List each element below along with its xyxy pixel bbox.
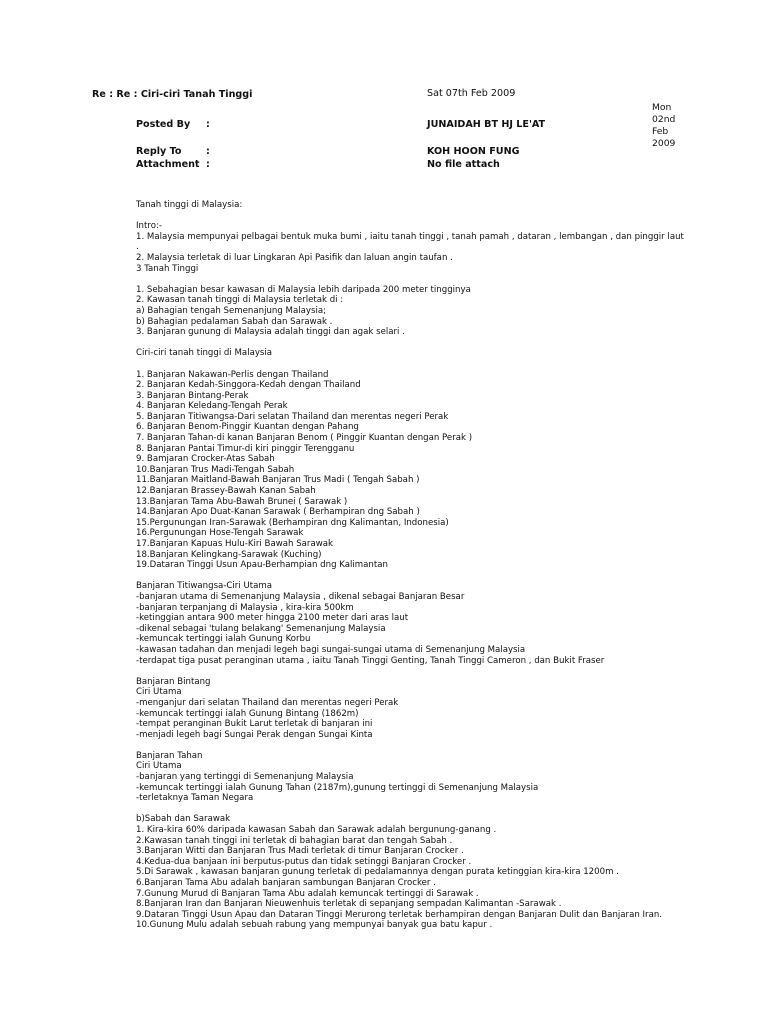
body-blank-line [136, 571, 756, 582]
body-line: 6.Banjaran Tama Abu adalah banjaran sambungan Banjaran Crocker . [136, 878, 436, 888]
body-line: Tanah tinggi di Malaysia: [136, 200, 243, 210]
sent-date: Sat 07th Feb 2009 [427, 88, 516, 99]
body-line: 5.Di Sarawak , kawasan banjaran gunung terletak di pedalamannya dengan purata ketinggian kira-kira 1200m . [136, 867, 619, 878]
body-line: 8. Banjaran Pantai Timur-di kiri pinggir Terengganu [136, 443, 355, 454]
body-line: b) Bahagian pedalaman Sabah dan Sarawak . [136, 316, 333, 327]
body-line: 3. Banjaran gunung di Malaysia adalah tinggi dan agak selari . [136, 327, 405, 338]
body-line: 17.Banjaran Kapuas Hulu-Kiri Bawah Sarawak [136, 539, 333, 549]
reply-date [652, 102, 692, 150]
body-line: Banjaran Tahan [136, 750, 203, 761]
body-line: -kawasan tadahan dan menjadi legeh bagi sungai-sungai utama di Semenanjung Malaysia [136, 644, 526, 655]
body-blank-line [136, 359, 756, 370]
body-line: 1. Kira-kira 60% daripada kawasan Sabah dan Sarawak adalah bergunung-ganang . [136, 825, 497, 836]
body-line: 11.Banjaran Maitland-Bawah Banjaran Trus Madi ( Tengah Sabah ) [136, 475, 420, 486]
body-line: 4. Banjaran Keledang-Tengah Perak [136, 401, 288, 412]
attachment-colon: : [206, 159, 210, 170]
body-line: Ciri Utama [136, 761, 182, 772]
body-line: 7. Banjaran Tahan-di kanan Banjaran Benom ( Pinggir Kuantan dengan Perak ) [136, 433, 473, 444]
reply-date-year: 2009 [652, 138, 676, 149]
body-line: -menjadi legeh bagi Sungai Perak dengan Sungai Kinta [136, 729, 373, 740]
body-line: 16.Pergunungan Hose-Tengah Sarawak [136, 528, 304, 539]
body-line: 10.Banjaran Trus Madi-Tengah Sabah [136, 464, 295, 475]
reply-to-label: Reply To [136, 146, 182, 157]
body-line: 2. Kawasan tanah tinggi di Malaysia terletak di : [136, 295, 344, 306]
body-line: 1. Malaysia mempunyai pelbagai bentuk muka bumi , iaitu tanah tinggi , tanah pamah , dataran , lembangan , dan pinggir laut [136, 231, 684, 242]
attachment-label: Attachment [136, 159, 200, 170]
body-line: . [136, 242, 139, 253]
body-line: 8.Banjaran Iran dan Banjaran Nieuwenhuis terletak di sepanjang sempadan Kalimantan -Sarawak . [136, 899, 562, 910]
body-line: Intro:- [136, 221, 162, 232]
body-line: 13.Banjaran Tama Abu-Bawah Brunei ( Sarawak ) [136, 496, 348, 507]
body-blank-line [136, 274, 756, 285]
body-line: 3.Banjaran Witti dan Banjaran Trus Madi terletak di timur Banjaran Crocker . [136, 846, 464, 857]
body-blank-line [136, 804, 756, 815]
body-line: -tempat peranginan Bukit Larut terletak di banjaran ini [136, 719, 373, 730]
body-line: 9. Bamjaran Crocker-Atas Sabah [136, 454, 275, 465]
body-line: 1. Sebahagian besar kawasan di Malaysia lebih daripada 200 meter tingginya [136, 284, 471, 295]
body-blank-line [136, 338, 756, 349]
reply-date-date: 02nd [652, 114, 676, 125]
body-line: 12.Banjaran Brassey-Bawah Kanan Sabah [136, 486, 316, 497]
body-blank-line [136, 666, 756, 677]
body-line: -terletaknya Taman Negara [136, 793, 254, 804]
body-line: 2. Malaysia terletak di luar Lingkaran Api Pasifik dan laluan angin taufan . [136, 252, 453, 263]
body-line: 7.Gunung Murud di Banjaran Tama Abu adalah kemuncak tertinggi di Sarawak . [136, 888, 479, 899]
body-line: 6. Banjaran Benom-Pinggir Kuantan dengan Pahang [136, 422, 359, 433]
message-subject: Re : Re : Ciri-ciri Tanah Tinggi [92, 89, 253, 100]
body-blank-line [136, 211, 756, 222]
body-line: 1. Banjaran Nakawan-Perlis dengan Thailand [136, 369, 329, 380]
body-line: 18.Banjaran Kelingkang-Sarawak (Kuching) [136, 549, 322, 560]
body-line: Banjaran Bintang [136, 676, 211, 687]
body-line: 14.Banjaran Apo Duat-Kanan Sarawak ( Berhampiran dng Sabah ) [136, 507, 420, 518]
body-line: -menganjur dari selatan Thailand dan merentas negeri Perak [136, 697, 399, 708]
reply-date-day: Mon [652, 102, 672, 113]
body-line: Ciri-ciri tanah tinggi di Malaysia [136, 348, 273, 359]
attachment-value: No file attach [427, 159, 500, 170]
body-line: 10.Gunung Mulu adalah sebuah rabung yang mempunyai banyak gua batu kapur . [136, 920, 493, 931]
body-line: Banjaran Titiwangsa-Ciri Utama [136, 581, 273, 592]
message-body [136, 200, 756, 931]
body-line: -terdapat tiga pusat peranginan utama , iaitu Tanah Tinggi Genting, Tanah Tinggi Cameron , dan Bukit Fraser [136, 655, 605, 666]
body-line: 2. Banjaran Kedah-Singgora-Kedah dengan Thailand [136, 380, 361, 391]
body-line: 9.Dataran Tinggi Usun Apau dan Dataran Tinggi Merurong terletak berhampiran dengan Banjaran Dulit dan Banjaran Iran. [136, 909, 663, 920]
body-line: 19.Dataran Tinggi Usun Apau-Berhampian dng Kalimantan [136, 560, 388, 571]
reply-to-value: KOH HOON FUNG [427, 146, 520, 157]
body-line: -banjaran utama di Semenanjung Malaysia , dikenal sebagai Banjaran Besar [136, 591, 465, 602]
reply-date-month: Feb [652, 126, 669, 137]
body-blank-line [136, 740, 756, 751]
body-line: a) Bahagian tengah Semenanjung Malaysia; [136, 305, 326, 316]
body-line: 15.Pergunungan Iran-Sarawak (Berhampiran dng Kalimantan, Indonesia) [136, 517, 449, 528]
body-line: 3 Tanah Tinggi [136, 263, 199, 274]
posted-by-colon: : [206, 119, 210, 130]
body-line: b)Sabah dan Sarawak [136, 814, 231, 825]
posted-by-label: Posted By [136, 119, 191, 130]
body-line: -banjaran yang tertinggi di Semenanjung Malaysia [136, 772, 354, 783]
body-line: 4.Kedua-dua banjaan ini berputus-putus dan tidak setinggi Banjaran Crocker . [136, 856, 472, 867]
body-line: 5. Banjaran Titiwangsa-Dari selatan Thailand dan merentas negeri Perak [136, 411, 449, 422]
body-line: Ciri Utama [136, 687, 182, 698]
body-line: 2.Kawasan tanah tinggi ini terletak di bahagian barat dan tengah Sabah . [136, 835, 453, 846]
body-line: -ketinggian antara 900 meter hingga 2100 meter dari aras laut [136, 613, 409, 624]
body-line: -kemuncak tertinggi ialah Gunung Korbu [136, 634, 311, 645]
body-line: -dikenal sebagai 'tulang belakang' Semenanjung Malaysia [136, 623, 386, 634]
body-line: -banjaran terpanjang di Malaysia , kira-kira 500km [136, 602, 354, 613]
body-line: -kemuncak tertinggi ialah Gunung Tahan (2187m),gunung tertinggi di Semenanjung Malaysia [136, 782, 539, 793]
body-line: -kemuncak tertinggi ialah Gunung Bintang (1862m) [136, 708, 359, 719]
body-line: 3. Banjaran Bintang-Perak [136, 390, 249, 401]
reply-to-colon: : [206, 146, 210, 157]
posted-by-value: JUNAIDAH BT HJ LE'AT [427, 119, 546, 130]
